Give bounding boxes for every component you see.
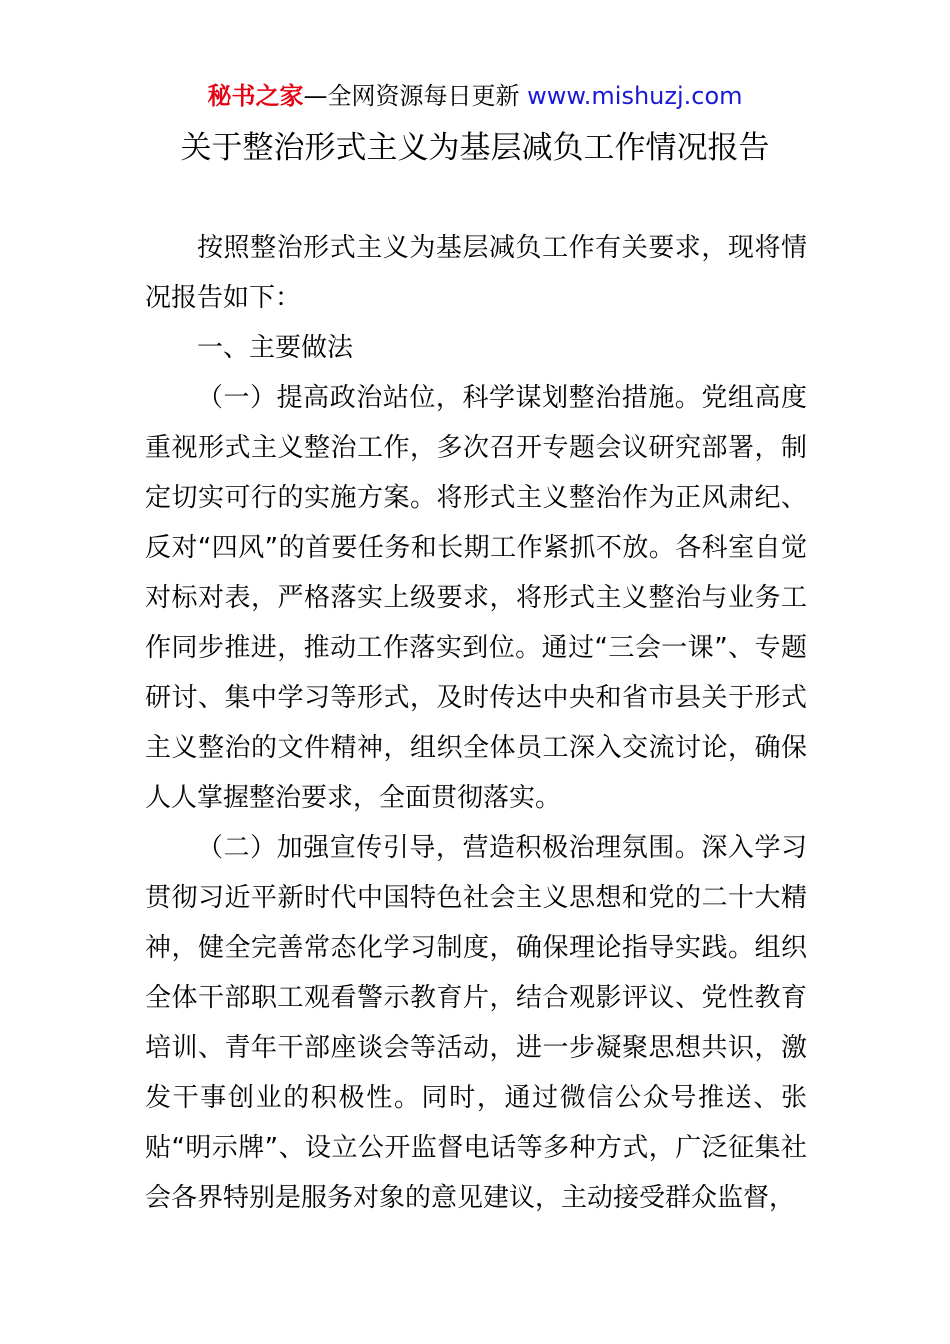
intro-paragraph: 按照整治形式主义为基层减负工作有关要求，现将情况报告如下： (145, 233, 807, 313)
brand-name: 秘书之家 (207, 82, 304, 110)
site-watermark-header (0, 80, 950, 112)
document-title: 关于整治形式主义为基层减负工作情况报告 (180, 130, 770, 166)
section-heading-main-practices: 一、主要做法 (197, 333, 354, 363)
paragraph-political-standing: （一）提高政治站位，科学谋划整治措施。党组高度重视形式主义整治工作，多次召开专题会议研究部署，制定切实可行的实施方案。将形式主义整治作为正风肃纪、反对“四风”的首要任务和长期工作紧抓不放。各科室自觉对标对表，严格落实上级要求，将形式主义整治与业务工作同步推进，推动工作落实到位。通过“三会一课”、专题研讨、集中学习等形式，及时传达中央和省市县关于形式主义整治的文件精神，组织全体员工深入交流讨论，确保人人掌握整治要求，全面贯彻落实。 (145, 383, 807, 813)
brand-tagline: —全网资源每日更新 (303, 82, 528, 110)
document-body (145, 223, 807, 1223)
site-url-link[interactable]: www.mishuzj.com (527, 82, 743, 110)
paragraph-publicity-guidance: （二）加强宣传引导，营造积极治理氛围。深入学习贯彻习近平新时代中国特色社会主义思想和党的二十大精神，健全完善常态化学习制度，确保理论指导实践。组织全体干部职工观看警示教育片，结合观影评议、党性教育培训、青年干部座谈会等活动，进一步凝聚思想共识，激发干事创业的积极性。同时，通过微信公众号推送、张贴“明示牌”、设立公开监督电话等多种方式，广泛征集社会各界特别是服务对象的意见建议，主动接受群众监督， (145, 833, 807, 1213)
